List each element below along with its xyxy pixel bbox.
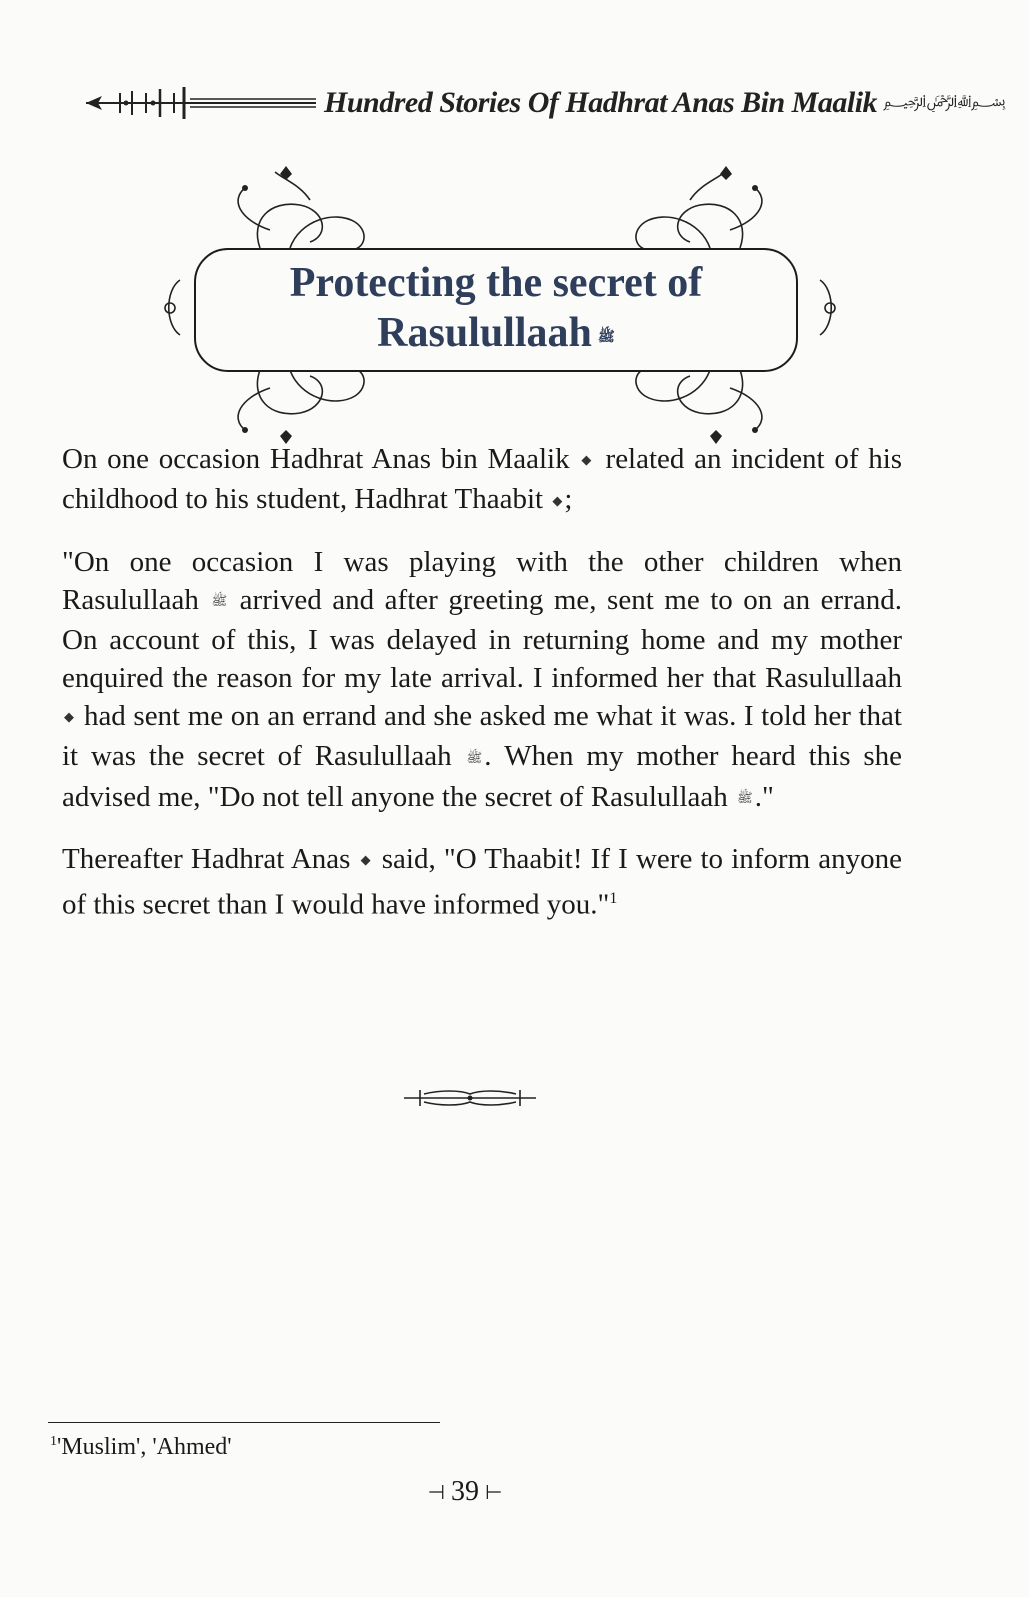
footnote-text: 'Muslim', 'Ahmed' bbox=[57, 1434, 232, 1460]
radhiyallahu-anhu-calligraphy-icon: ◆ bbox=[64, 710, 75, 726]
chapter-title-subject: Rasulullaah bbox=[377, 310, 592, 357]
p1-text-a: On one occasion Hadhrat Anas bin Maalik bbox=[62, 443, 570, 475]
radhiyallahu-anhu-calligraphy-icon: ◆ bbox=[581, 453, 594, 469]
footnote bbox=[50, 1434, 232, 1461]
header-book-title: Hundred Stories Of Hadhrat Anas Bin Maalik bbox=[324, 86, 878, 119]
story-body bbox=[62, 440, 902, 946]
p2-text-b: arrived and after greeting me, sent me to on an errand. On account of this, I was delayed in returning home and my mother enquired the reason for my late arrival. I informed her that Rasulullaah bbox=[62, 583, 902, 695]
page-number: 39 bbox=[451, 1476, 479, 1507]
p2-text-a: "On one occasion I was playing with the other children when Rasulullaah bbox=[62, 545, 902, 616]
p2-text-c: had sent me on an errand and she asked me what it was. I told her that it was the secret of Rasulullaah bbox=[62, 700, 902, 773]
rahmatullahi-alayh-calligraphy-icon: ◆ bbox=[552, 493, 563, 509]
p3-text-b: said, "O Thaabit! If I were to inform anyone of this secret than I would have informed you." bbox=[62, 843, 903, 922]
page-number-ornament-icon: ⊢ bbox=[485, 1480, 503, 1504]
page-number-ornament-icon: ⊣ bbox=[427, 1480, 445, 1504]
paragraph-2 bbox=[62, 543, 902, 818]
footnote-rule bbox=[48, 1422, 440, 1423]
footnote-reference: 1 bbox=[609, 890, 618, 908]
chapter-title-line-2 bbox=[377, 308, 615, 361]
p3-text-a: Thereafter Hadhrat Anas bbox=[62, 843, 351, 876]
page-number-block bbox=[400, 1474, 530, 1510]
footnote-marker: 1 bbox=[50, 1434, 57, 1449]
sallallahu-alayhi-wasallam-calligraphy-icon: ﷺ bbox=[737, 791, 753, 807]
chapter-title-box bbox=[194, 248, 798, 372]
p2-text-e: ." bbox=[754, 780, 774, 813]
sallallahu-alayhi-wasallam-calligraphy-icon: ﷺ bbox=[211, 594, 228, 610]
sallallahu-alayhi-wasallam-calligraphy-icon: ﷺ bbox=[466, 750, 483, 766]
chapter-title-line-1: Protecting the secret of bbox=[289, 260, 703, 307]
paragraph-1 bbox=[62, 440, 902, 521]
chapter-title-panel bbox=[150, 160, 850, 450]
radhiyallahu-anhu-calligraphy-icon: ﷽ bbox=[883, 92, 1006, 110]
running-header bbox=[80, 78, 1006, 128]
radhiyallahu-anhu-calligraphy-icon: ◆ bbox=[360, 853, 372, 869]
p1-text-b: related an incident of his childhood to his student, Hadhrat Thaabit bbox=[62, 443, 903, 516]
paragraph-3 bbox=[62, 840, 902, 924]
sallallahu-alayhi-wasallam-calligraphy-icon: ﷺ bbox=[597, 328, 615, 345]
p2-text-d: . When my mother heard this she advised me, "Do not tell anyone the secret of Rasulullaah bbox=[62, 740, 902, 813]
arrow-ornament-icon bbox=[80, 83, 320, 123]
p1-text-c: ; bbox=[564, 483, 573, 516]
section-divider-ornament-icon bbox=[400, 1086, 540, 1110]
